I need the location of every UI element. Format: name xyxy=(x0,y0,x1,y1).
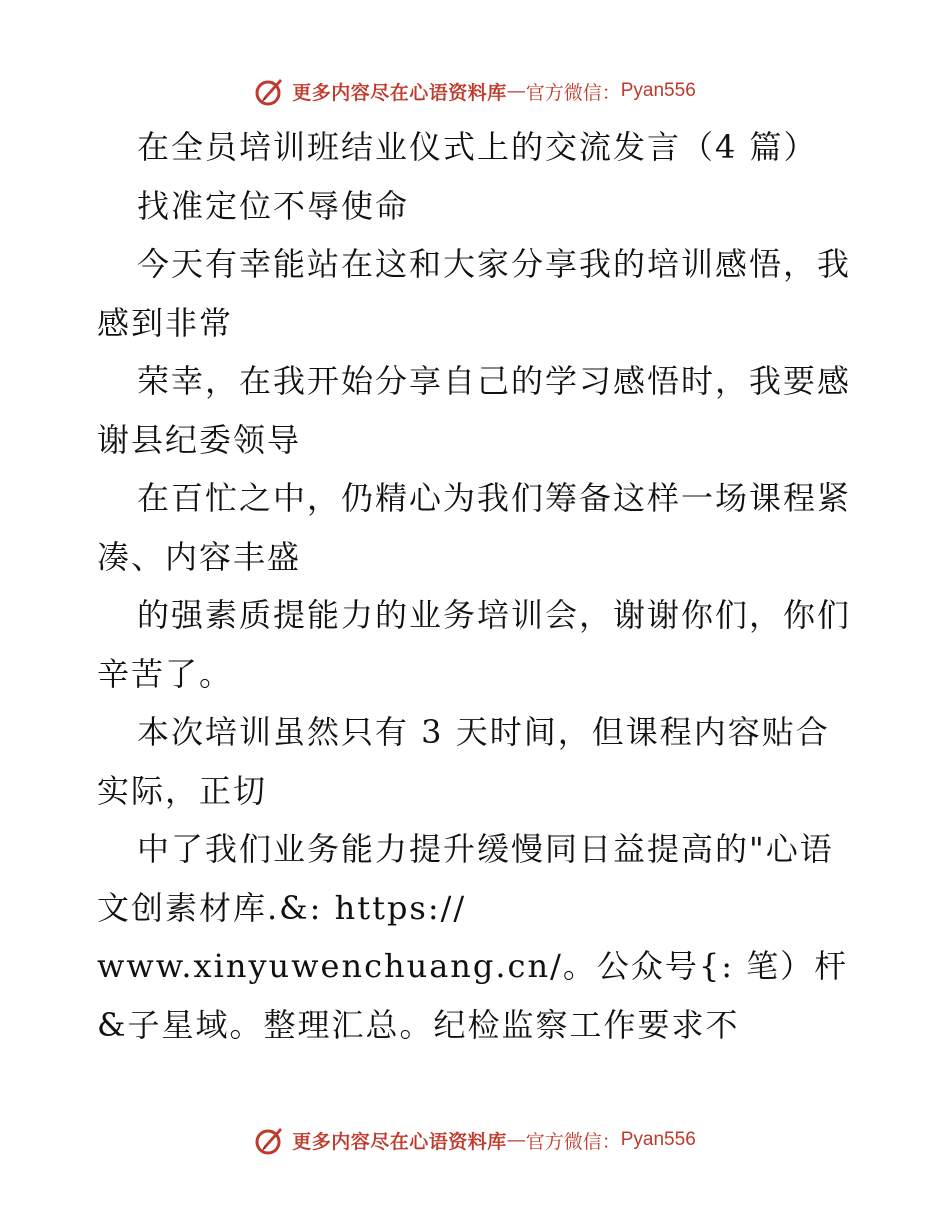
banner-slogan: 更多内容尽在心语资料库 xyxy=(292,81,507,104)
banner-slogan: 更多内容尽在心语资料库 xyxy=(292,1130,507,1153)
section-heading: 找准定位不辱使命 xyxy=(137,186,410,225)
quill-logo-icon xyxy=(254,1124,286,1156)
body-paragraph: 在百忙之中，仍精心为我们筹备这样一场课程紧凑、内容丰盛 xyxy=(97,479,852,576)
wechat-label: 官方微信： xyxy=(525,1130,621,1153)
body-paragraph: www.xinyuwenchuang.cn/。公众号{: 笔）杆&子星域。整理汇总。纪检监察工作要求不 xyxy=(97,947,849,1044)
body-paragraph: 今天有幸能站在这和大家分享我的培训感悟，我感到非常 xyxy=(97,245,852,342)
wechat-label: 官方微信： xyxy=(525,81,621,104)
banner-separator: — xyxy=(506,80,526,102)
body-paragraph: 本次培训虽然只有 3 天时间，但课程内容贴合实际，正切 xyxy=(97,713,830,810)
wechat-id: Pyan556 xyxy=(620,80,696,101)
header-banner xyxy=(0,71,950,111)
document-body xyxy=(97,118,857,1054)
body-paragraph: 荣幸，在我开始分享自己的学习感悟时，我要感谢县纪委领导 xyxy=(97,362,852,459)
body-paragraph: 中了我们业务能力提升缓慢同日益提高的"心语文创素材库.&: https:// xyxy=(97,830,834,927)
document-title: 在全员培训班结业仪式上的交流发言（4 篇） xyxy=(137,128,818,166)
wechat-id: Pyan556 xyxy=(620,1129,696,1150)
quill-logo-icon xyxy=(254,75,286,107)
banner-separator: — xyxy=(506,1129,526,1151)
footer-banner xyxy=(0,1120,950,1160)
body-paragraph: 的强素质提能力的业务培训会，谢谢你们，你们辛苦了。 xyxy=(97,596,852,693)
